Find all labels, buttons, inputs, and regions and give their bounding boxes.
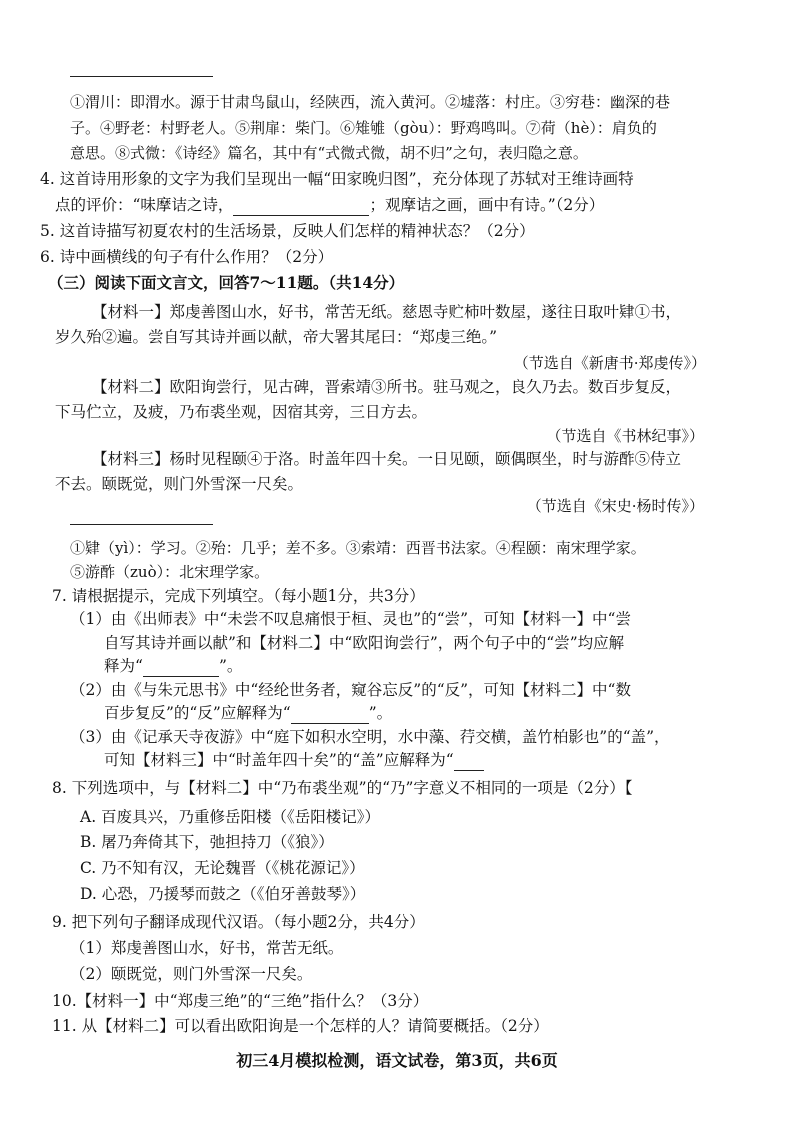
question-8-option-d[interactable]: D. 心恐，乃援琴而鼓之（《伯牙善鼓琴》） <box>80 885 366 903</box>
question-7-1-pre: 释为“ <box>104 657 143 675</box>
question-9-2: （2）颐既觉，则门外雪深一尺矣。 <box>70 965 313 983</box>
question-8-option-c[interactable]: C. 乃不知有汉，无论魏晋（《桃花源记》） <box>80 859 365 877</box>
question-11: 11. 从【材料二】可以看出欧阳询是一个怎样的人？请简要概括。（2分） <box>52 1017 549 1035</box>
question-7-3-line-b <box>104 749 484 771</box>
question-7-2-line-b <box>104 702 392 724</box>
material-1-line-1: 【材料一】郑虔善图山水，好书，常苦无纸。慈恩寺贮柿叶数屋，遂往日取叶肄①书， <box>92 303 682 321</box>
question-7-2-line-a: （2）由《与朱元思书》中“经纶世务者，窥谷忘反”的“反”，可知【材料二】中“数 <box>70 681 631 699</box>
material-2-source: （节选自《书林纪事》） <box>546 427 704 445</box>
footnote-rule-bottom <box>70 524 213 525</box>
question-7-3-line-a: （3）由《记承天寺夜游》中“庭下如积水空明，水中藻、荇交横，盖竹柏影也”的“盖”， <box>70 728 670 746</box>
question-7-1-line-a: （1）由《出师表》中“未尝不叹息痛恨于桓、灵也”的“尝”，可知【材料一】中“尝 <box>70 610 631 628</box>
material-1-source: （节选自《新唐书·郑虔传》） <box>513 354 706 372</box>
material-3-line-1: 【材料三】杨时见程颐④于洛。时盖年四十矣。一日见颐，颐偶暝坐，时与游酢⑤侍立 <box>92 450 682 468</box>
question-4-line-1: 4. 这首诗用形象的文字为我们呈现出一幅“田家晚归图”，充分体现了苏轼对王维诗画特 <box>40 170 634 188</box>
page-footer: 初三4月模拟检测，语文试卷，第3页，共6页 <box>236 1051 558 1070</box>
question-7-1-line-b: 自写其诗并画以献”和【材料二】中“欧阳询尝行”，两个句子中的“尝”均应解 <box>104 634 625 652</box>
question-6: 6. 诗中画横线的句子有什么作用？（2分） <box>40 248 334 266</box>
notes2-line-2: ⑤游酢（zuò）：北宋理学家。 <box>70 563 270 581</box>
question-7-1-line-c <box>104 655 242 677</box>
section-3-heading: （三）阅读下面文言文，回答7～11题。（共14分） <box>48 273 405 292</box>
answer-blank-7-2[interactable] <box>291 705 369 724</box>
notes2-line-1: ①肄（yì）：学习。②殆：几乎；差不多。③索靖：西晋书法家。④程颐：南宋理学家。 <box>70 539 646 557</box>
answer-blank-4[interactable] <box>233 197 369 216</box>
question-4-text-b: ；观摩诘之画，画中有诗。”（2分） <box>369 196 605 214</box>
question-7-3-pre: 可知【材料三】中“时盖年四十矣”的“盖”应解释为“ <box>104 751 454 769</box>
question-4-line-2 <box>55 194 604 216</box>
material-3-line-2: 不去。颐既觉，则门外雪深一尺矣。 <box>55 475 304 493</box>
question-10: 10.【材料一】中“郑虔三绝”的“三绝”指什么？（3分） <box>52 992 429 1010</box>
question-4-text-a: 点的评价：“味摩诘之诗， <box>55 196 234 214</box>
material-2-line-2: 下马伫立，及疲，乃布裘坐观，因宿其旁，三日方去。 <box>55 403 428 421</box>
question-7-2-post: ”。 <box>368 704 393 722</box>
question-9-intro: 9. 把下列句子翻译成现代汉语。（每小题2分，共4分） <box>52 913 425 931</box>
question-7-2-pre: 百步复反”的“反”应解释为“ <box>104 704 291 722</box>
answer-blank-7-3[interactable] <box>454 752 484 771</box>
footnote-rule-top <box>70 76 213 77</box>
material-2-line-1: 【材料二】欧阳询尝行，见古碑，晋索靖③所书。驻马观之，良久乃去。数百步复反， <box>92 378 682 396</box>
question-8-stem: 8. 下列选项中，与【材料二】中“乃布裘坐观”的“乃”字意义不相同的一项是（2分）【 <box>52 779 633 797</box>
answer-blank-7-1[interactable] <box>143 658 219 677</box>
question-7-intro: 7. 请根据提示，完成下列填空。（每小题1分，共3分） <box>52 587 425 605</box>
question-5: 5. 这首诗描写初夏农村的生活场景，反映人们怎样的精神状态？（2分） <box>40 222 535 240</box>
question-7-1-post: ”。 <box>218 657 243 675</box>
question-8-option-a[interactable]: A. 百废具兴，乃重修岳阳楼（《岳阳楼记》） <box>80 808 381 826</box>
notes-line-2: 子。④野老：村野老人。⑤荆扉：柴门。⑥雉雊（gòu）：野鸡鸣叫。⑦荷（hè）：肩负的 <box>70 119 657 137</box>
question-8-option-b[interactable]: B. 屠乃奔倚其下，弛担持刀（《狼》） <box>80 833 334 851</box>
material-3-source: （节选自《宋史·杨时传》） <box>526 497 704 515</box>
notes-line-3: 意思。⑧式微：《诗经》篇名，其中有“式微式微，胡不归”之句，表归隐之意。 <box>70 144 588 162</box>
material-1-line-2: 岁久殆②遍。尝自写其诗并画以献，帝大署其尾曰：“郑虔三绝。” <box>55 328 498 346</box>
notes-line-1: ①渭川：即渭水。源于甘肃鸟鼠山，经陕西，流入黄河。②墟落：村庄。③穷巷：幽深的巷 <box>70 93 671 111</box>
question-9-1: （1）郑虔善图山水，好书，常苦无纸。 <box>70 939 344 957</box>
